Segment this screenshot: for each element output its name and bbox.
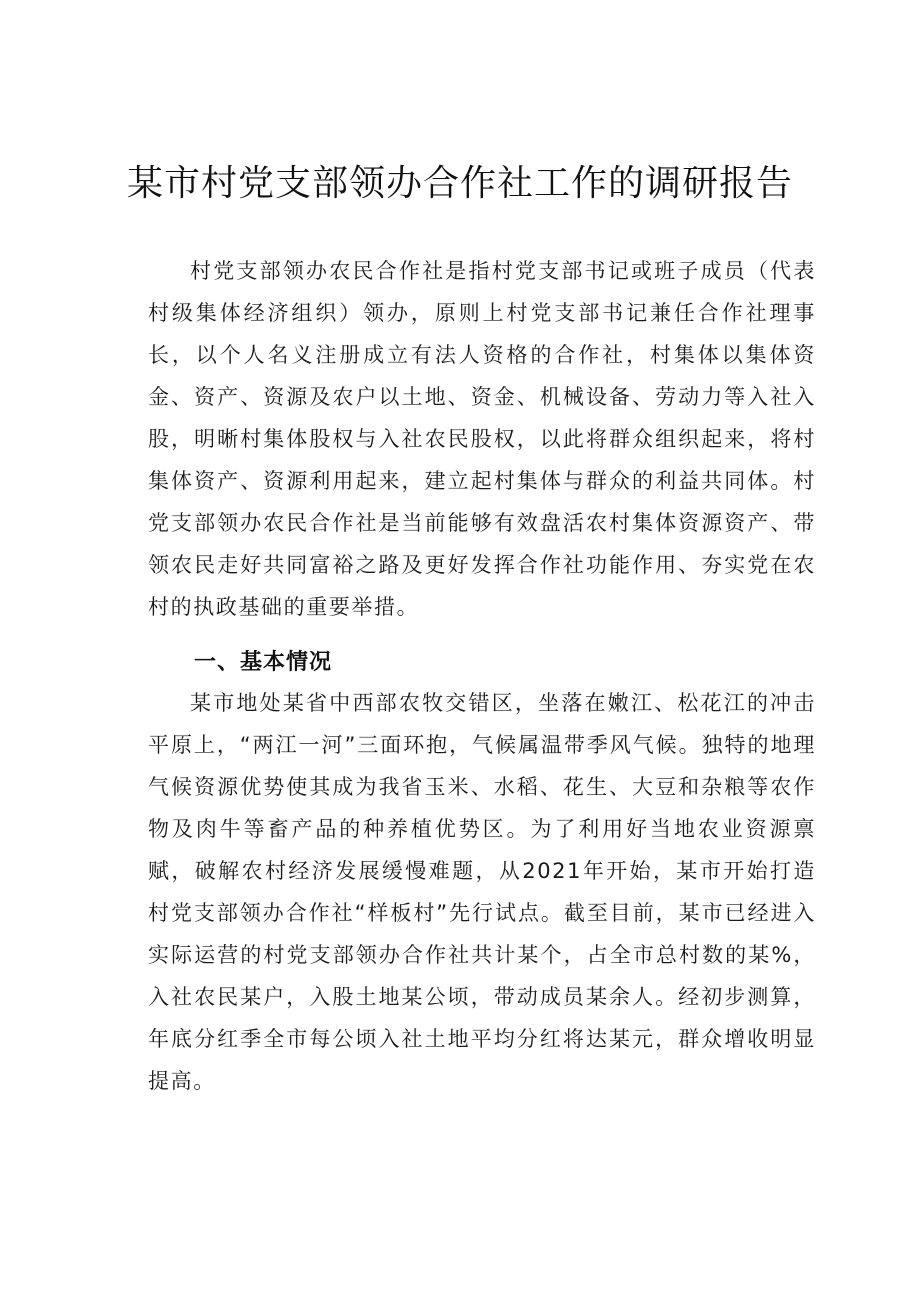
paragraph-basic-situation-text: 某市地处某省中西部农牧交错区，坐落在嫩江、松花江的冲击平原上，“两江一河”三面环抱，气候属温带季风气候。独特的地理气候资源优势使其成为我省玉米、水稻、花生、大豆和杂粮等农作物及肉牛等畜产品的种养植优势区。为了利用好当地农业资源禀赋，破解农村经济发展缓慢难题，从2021年开始，某市开始打造村党支部领办合作社“样板村”先行试点。截至目前，某市已经进入实际运营的村党支部领办合作社共计某个，占全市总村数的某%，入社农民某户，入股土地某公顷，带动成员某余人。经初步测算，年底分红季全市每公顷入社土地平均分红将达某元，群众增收明显提高。 xyxy=(148,691,816,1093)
paragraph-basic-situation xyxy=(148,682,816,1102)
paragraph-intro-text: 村党支部领办农民合作社是指村党支部书记或班子成员（代表村级集体经济组织）领办，原则上村党支部书记兼任合作社理事长，以个人名义注册成立有法人资格的合作社，村集体以集体资金、资产、资源及农户以土地、资金、机械设备、劳动力等入社入股，明晰村集体股权与入社农民股权，以此将群众组织起来，将村集体资产、资源利用起来，建立起村集体与群众的利益共同体。村党支部领办农民合作社是当前能够有效盘活农村集体资源资产、带领农民走好共同富裕之路及更好发挥合作社功能作用、夯实党在农村的执政基础的重要举措。 xyxy=(148,259,816,619)
section-heading-basic-situation: 一、基本情况 xyxy=(194,650,333,675)
document-title: 某市村党支部领办合作社工作的调研报告 xyxy=(126,163,793,204)
paragraph-intro xyxy=(148,250,816,628)
